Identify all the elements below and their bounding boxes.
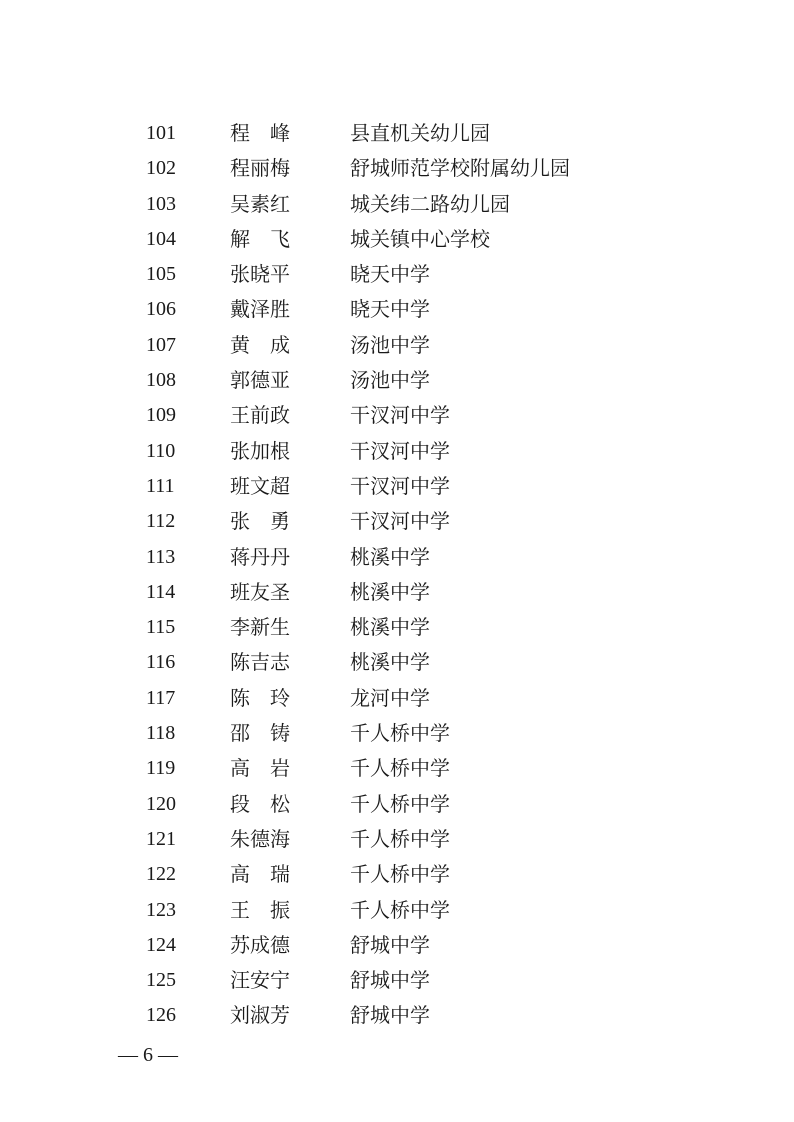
list-item <box>0 469 794 504</box>
entry-number: 112 <box>146 510 176 533</box>
list-item <box>0 187 794 222</box>
list-item <box>0 681 794 716</box>
person-name: 吴素红 <box>230 191 290 216</box>
school-name: 舒城中学 <box>350 1003 430 1028</box>
person-name: 班友圣 <box>230 579 290 604</box>
entry-number: 108 <box>146 369 176 392</box>
person-name: 程峰 <box>230 121 290 145</box>
entry-number: 111 <box>146 474 175 497</box>
entry-number: 105 <box>146 263 176 286</box>
entry-number: 114 <box>146 580 176 603</box>
person-name: 郭德亚 <box>230 368 290 393</box>
person-name: 朱德海 <box>230 826 290 851</box>
person-name: 陈吉志 <box>230 650 290 675</box>
list-item <box>0 751 794 786</box>
school-name: 干汊河中学 <box>350 438 450 463</box>
school-name: 千人桥中学 <box>350 721 450 746</box>
list-item <box>0 398 794 433</box>
school-name: 千人桥中学 <box>350 791 450 816</box>
list-item <box>0 822 794 857</box>
list-item <box>0 928 794 963</box>
school-name: 桃溪中学 <box>350 544 430 569</box>
page-number: — 6 — <box>118 1044 178 1066</box>
entry-number: 122 <box>146 863 176 886</box>
person-name: 张勇 <box>230 509 290 534</box>
person-name: 高岩 <box>230 756 290 781</box>
entry-number: 104 <box>146 227 176 250</box>
entry-number: 103 <box>146 192 176 215</box>
school-name: 城关镇中心学校 <box>350 226 490 251</box>
school-name: 桃溪中学 <box>350 615 430 640</box>
entry-number: 120 <box>146 792 176 815</box>
person-name: 蒋丹丹 <box>230 544 290 569</box>
list-item <box>0 504 794 539</box>
list-item <box>0 292 794 327</box>
list-item <box>0 328 794 363</box>
school-name: 县直机关幼儿园 <box>350 121 490 145</box>
school-name: 舒城中学 <box>350 968 430 993</box>
person-name: 苏成德 <box>230 932 290 957</box>
person-name: 刘淑芳 <box>230 1003 290 1028</box>
person-name: 黄成 <box>230 332 290 357</box>
person-name: 解飞 <box>230 226 290 251</box>
person-name: 汪安宁 <box>230 968 290 993</box>
school-name: 千人桥中学 <box>350 756 450 781</box>
person-name: 李新生 <box>230 615 290 640</box>
school-name: 干汊河中学 <box>350 473 450 498</box>
list-item <box>0 257 794 292</box>
person-name: 高瑞 <box>230 862 290 887</box>
person-name: 张晓平 <box>230 262 290 287</box>
list-item <box>0 116 794 151</box>
person-name: 邵铸 <box>230 721 290 746</box>
school-name: 汤池中学 <box>350 368 430 393</box>
entry-number: 119 <box>146 757 176 780</box>
entry-number: 117 <box>146 686 176 709</box>
person-name: 王前政 <box>230 403 290 428</box>
entry-number: 107 <box>146 333 176 356</box>
entry-number: 109 <box>146 404 176 427</box>
entry-number: 110 <box>146 439 176 462</box>
list-item <box>0 151 794 186</box>
school-name: 汤池中学 <box>350 332 430 357</box>
list-item <box>0 893 794 928</box>
entry-number: 126 <box>146 1004 176 1027</box>
list-item <box>0 963 794 998</box>
entry-number: 121 <box>146 827 176 850</box>
list-item <box>0 540 794 575</box>
list-item <box>0 857 794 892</box>
list-item <box>0 787 794 822</box>
school-name: 桃溪中学 <box>350 650 430 675</box>
list-item <box>0 610 794 645</box>
entry-number: 106 <box>146 298 176 321</box>
school-name: 千人桥中学 <box>350 862 450 887</box>
school-name: 晓天中学 <box>350 297 430 322</box>
person-name: 戴泽胜 <box>230 297 290 322</box>
school-name: 干汊河中学 <box>350 509 450 534</box>
list-item <box>0 575 794 610</box>
person-name: 王振 <box>230 897 290 922</box>
school-name: 舒城师范学校附属幼儿园 <box>350 156 570 181</box>
school-name: 干汊河中学 <box>350 403 450 428</box>
list-item <box>0 363 794 398</box>
school-name: 桃溪中学 <box>350 579 430 604</box>
entry-number: 124 <box>146 933 176 956</box>
entry-number: 123 <box>146 898 176 921</box>
person-name: 段松 <box>230 791 290 816</box>
entry-number: 102 <box>146 157 176 180</box>
person-name: 班文超 <box>230 473 290 498</box>
entry-number: 118 <box>146 722 176 745</box>
school-name: 城关纬二路幼儿园 <box>350 191 510 216</box>
school-name: 千人桥中学 <box>350 897 450 922</box>
school-name: 龙河中学 <box>350 685 430 710</box>
entry-number: 125 <box>146 969 176 992</box>
school-name: 舒城中学 <box>350 932 430 957</box>
entry-number: 101 <box>146 122 176 144</box>
entry-number: 113 <box>146 545 176 568</box>
person-name: 张加根 <box>230 438 290 463</box>
person-name: 程丽梅 <box>230 156 290 181</box>
list-item <box>0 716 794 751</box>
school-name: 晓天中学 <box>350 262 430 287</box>
person-name: 陈玲 <box>230 685 290 710</box>
list-item <box>0 645 794 680</box>
list-item <box>0 998 794 1033</box>
entry-number: 116 <box>146 651 176 674</box>
school-name: 千人桥中学 <box>350 826 450 851</box>
list-item <box>0 434 794 469</box>
entry-number: 115 <box>146 616 176 639</box>
roster-list <box>0 116 794 1034</box>
list-item <box>0 222 794 257</box>
